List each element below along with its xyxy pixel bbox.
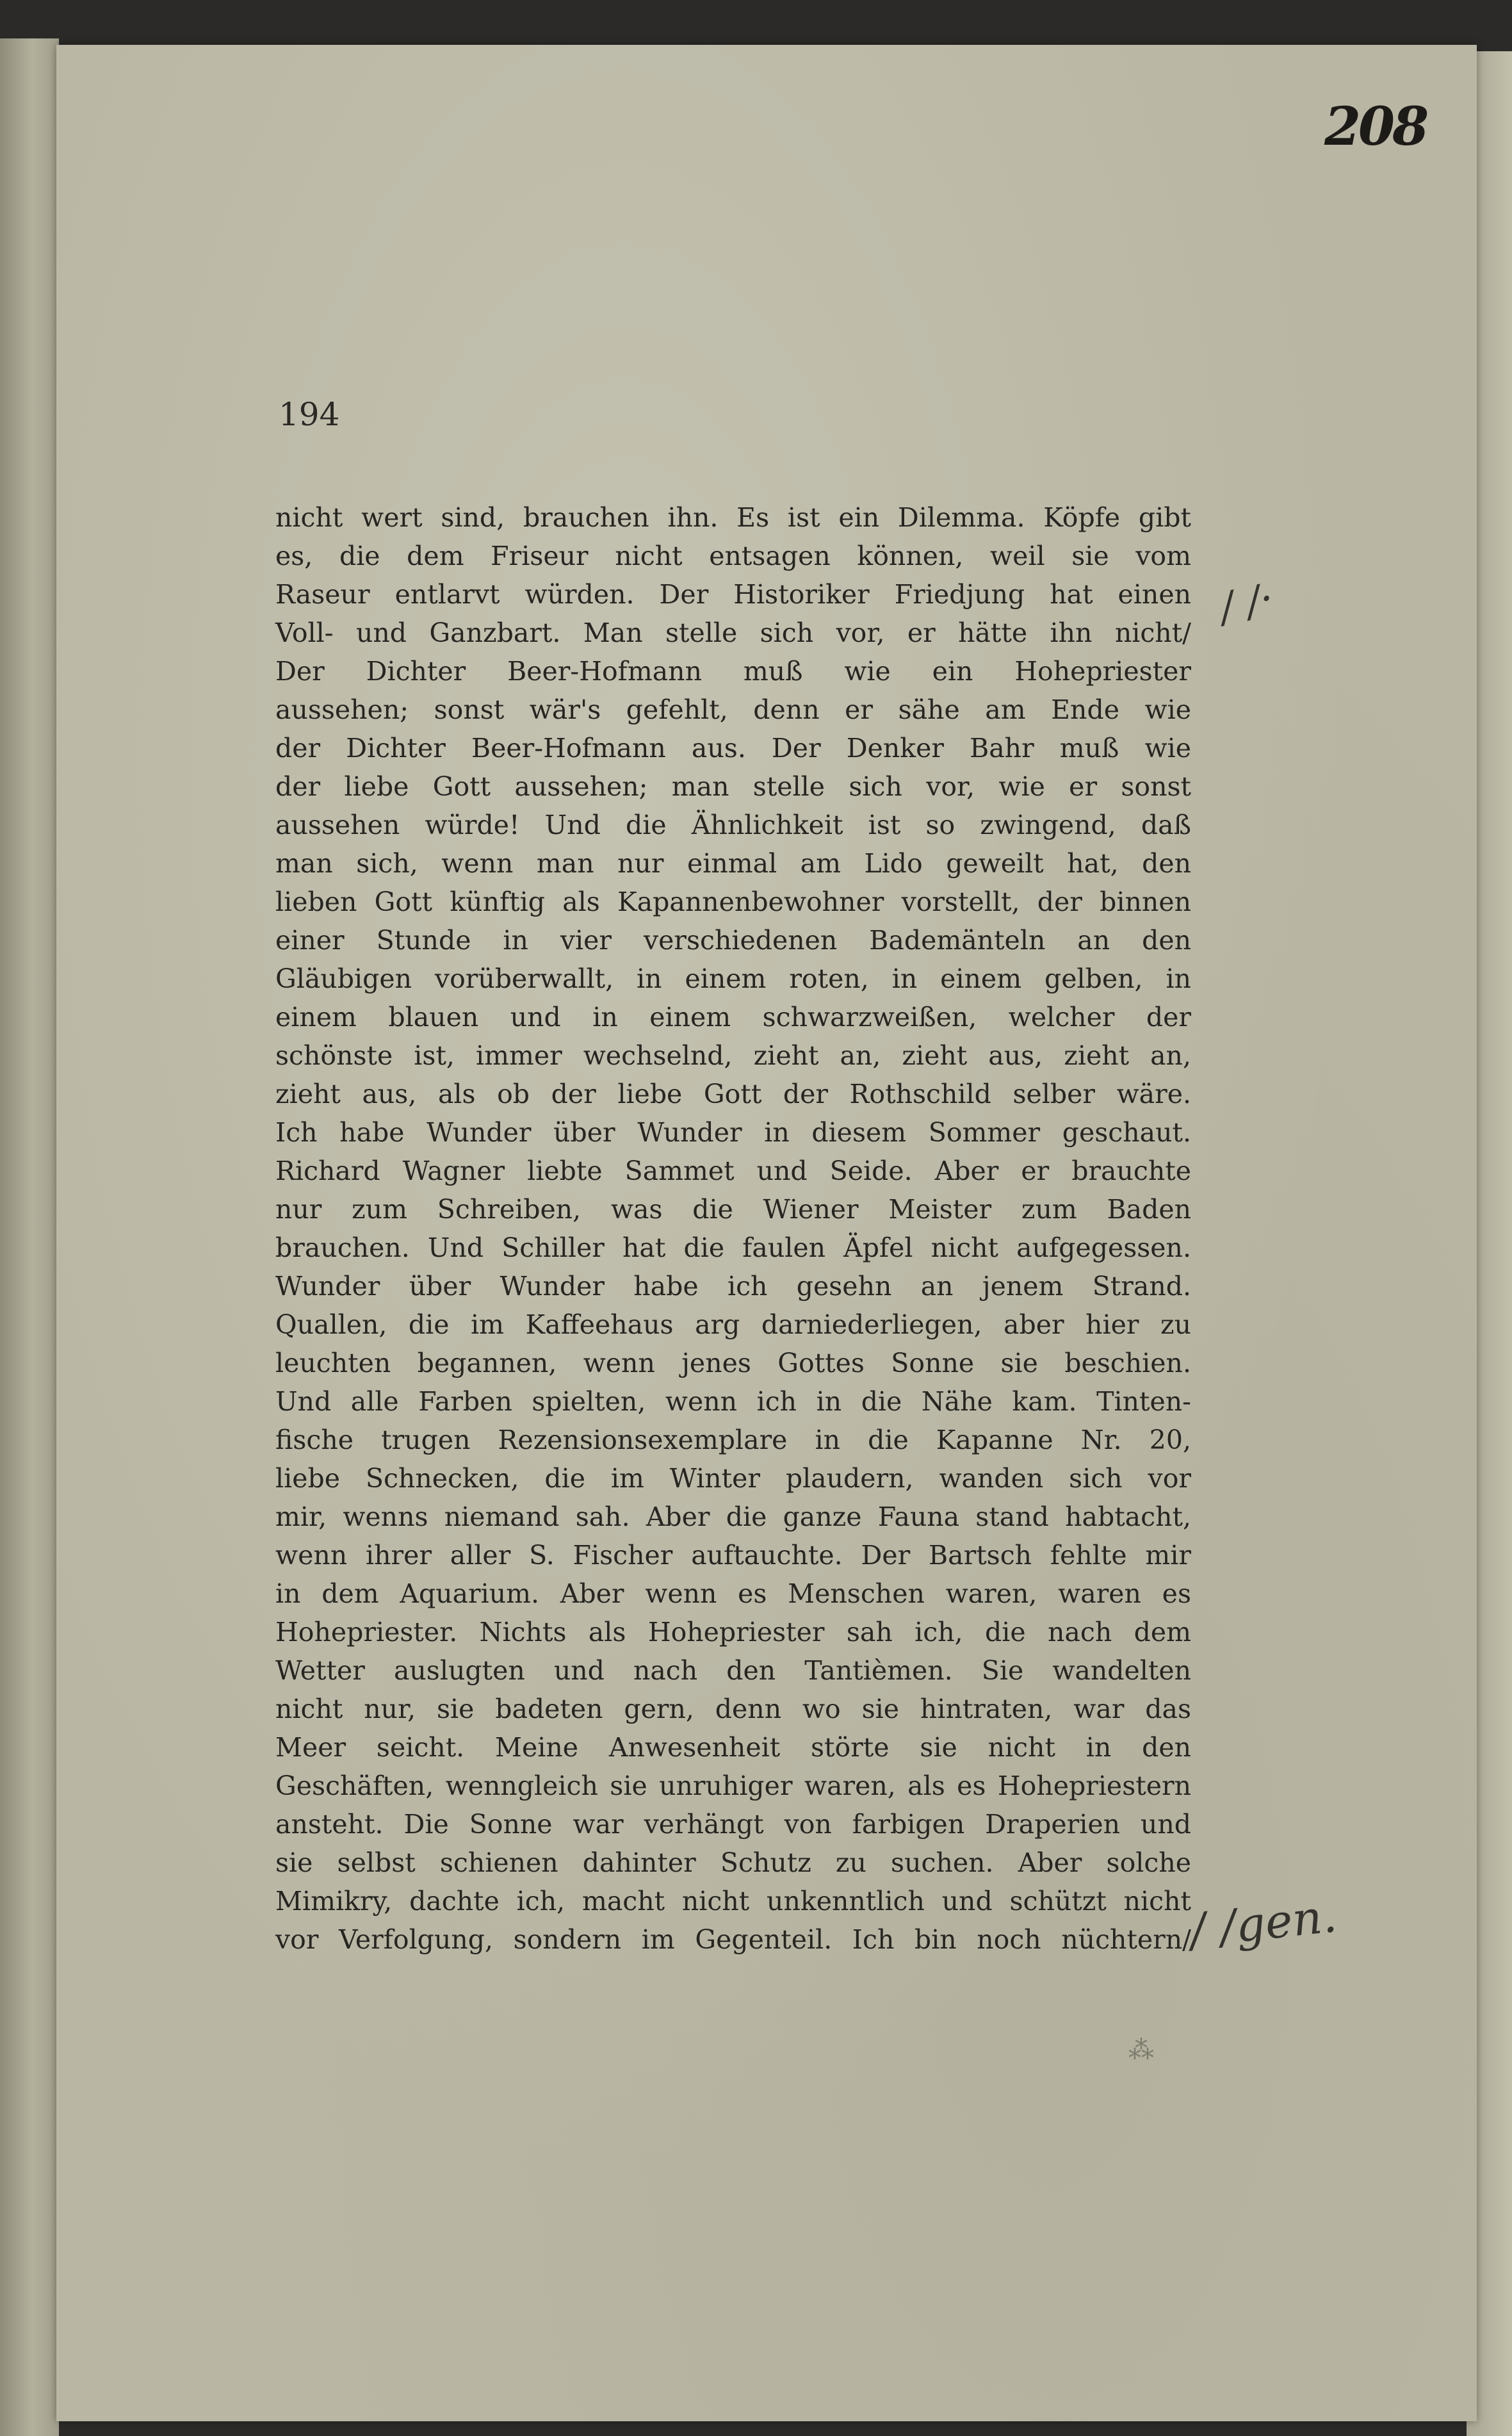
text-line: aussehen; sonst wär's gefehlt, denn er sähe am Ende wie: [275, 694, 1191, 725]
text-line: Mimikry, dachte ich, macht nicht unkenntlich und schützt nicht: [275, 1886, 1191, 1917]
text-line: einem blauen und in einem schwarzweißen, welcher der: [275, 1002, 1191, 1033]
margin-note: / /·: [1215, 575, 1278, 632]
text-line: Und alle Farben spielten, wenn ich in die Nähe kam. Tinten-: [275, 1386, 1191, 1417]
text-line: schönste ist, immer wechselnd, zieht an, zieht aus, zieht an,: [275, 1040, 1191, 1071]
text-line: Gläubigen vorüberwallt, in einem roten, in einem gelben, in: [275, 963, 1191, 994]
text-line: Wunder über Wunder habe ich gesehn an jenem Strand.: [275, 1271, 1191, 1302]
text-line: vor Verfolgung, sondern im Gegenteil. Ich bin noch nüchtern/: [275, 1924, 1191, 1955]
text-line: nicht nur, sie badeten gern, denn wo sie hintraten, war das: [275, 1694, 1191, 1724]
text-line: Richard Wagner liebte Sammet und Seide. Aber er brauchte: [275, 1156, 1191, 1186]
text-line: liebe Schnecken, die im Winter plaudern, wanden sich vor: [275, 1463, 1191, 1494]
text-line: nicht wert sind, brauchen ihn. Es ist ein Dilemma. Köpfe gibt: [275, 502, 1191, 533]
text-line: mir, wenns niemand sah. Aber die ganze Fauna stand habtacht,: [275, 1501, 1191, 1532]
text-line: Wetter auslugten und nach den Tantièmen. Sie wandelten: [275, 1655, 1191, 1686]
page-number: 194: [279, 396, 340, 433]
text-line: in dem Aquarium. Aber wenn es Menschen waren, waren es: [275, 1578, 1191, 1609]
text-line: Meer seicht. Meine Anwesenheit störte sie nicht in den: [275, 1732, 1191, 1763]
text-line: Raseur entlarvt würden. Der Historiker Friedjung hat einen: [275, 579, 1191, 610]
text-line: lieben Gott künftig als Kapannenbewohner vorstellt, der binnen: [275, 887, 1191, 917]
text-line: Geschäften, wenngleich sie unruhiger waren, als es Hohepriestern: [275, 1770, 1191, 1801]
text-line: es, die dem Friseur nicht entsagen können, weil sie vom: [275, 541, 1191, 571]
text-line: der liebe Gott aussehen; man stelle sich vor, wie er sonst: [275, 771, 1191, 802]
margin-note: / /gen.: [1187, 1888, 1340, 1958]
text-line: sie selbst schienen dahinter Schutz zu suchen. Aber solche: [275, 1847, 1191, 1878]
text-line: man sich, wenn man nur einmal am Lido geweilt hat, den: [275, 848, 1191, 879]
text-line: fische trugen Rezensionsexemplare in die Kapanne Nr. 20,: [275, 1425, 1191, 1455]
book-spine: [0, 38, 59, 2436]
text-line: einer Stunde in vier verschiedenen Bademänteln an den: [275, 925, 1191, 956]
text-line: leuchten begannen, wenn jenes Gottes Sonne sie beschien.: [275, 1348, 1191, 1378]
text-line: nur zum Schreiben, was die Wiener Meister zum Baden: [275, 1194, 1191, 1225]
text-line: ansteht. Die Sonne war verhängt von farbigen Draperien und: [275, 1809, 1191, 1840]
text-line: Hohepriester. Nichts als Hohepriester sah ich, die nach dem: [275, 1617, 1191, 1647]
text-line: Ich habe Wunder über Wunder in diesem Sommer geschaut.: [275, 1117, 1191, 1148]
body-text: [275, 498, 1191, 1959]
text-line: zieht aus, als ob der liebe Gott der Rothschild selber wäre.: [275, 1079, 1191, 1109]
handwritten-folio-number: 208: [1324, 96, 1427, 158]
text-line: Voll- und Ganzbart. Man stelle sich vor, er hätte ihn nicht/: [275, 617, 1191, 648]
text-line: brauchen. Und Schiller hat die faulen Äpfel nicht aufgegessen.: [275, 1232, 1191, 1263]
text-line: Quallen, die im Kaffeehaus arg darniederliegen, aber hier zu: [275, 1309, 1191, 1340]
text-line: Der Dichter Beer-Hofmann muß wie ein Hohepriester: [275, 656, 1191, 687]
text-line: wenn ihrer aller S. Fischer auftauchte. Der Bartsch fehlte mir: [275, 1540, 1191, 1571]
text-line: aussehen würde! Und die Ähnlichkeit ist so zwingend, daß: [275, 810, 1191, 840]
text-line: der Dichter Beer-Hofmann aus. Der Denker Bahr muß wie: [275, 733, 1191, 764]
ink-speck: ⁂: [1128, 2036, 1154, 2065]
